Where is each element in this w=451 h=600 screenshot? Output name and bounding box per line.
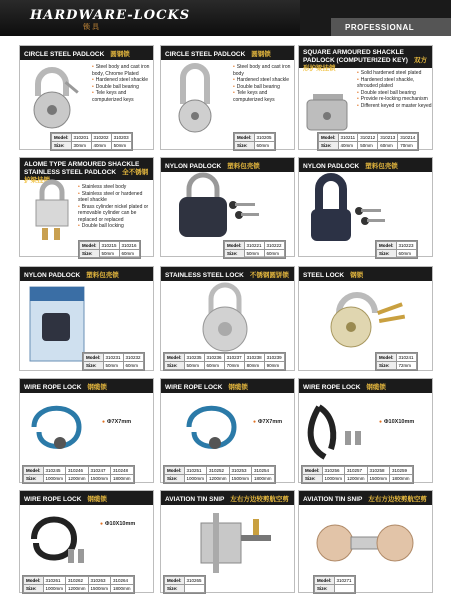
padlock-image <box>28 182 78 242</box>
product-card-circle-padlock-2[interactable] <box>160 45 295 150</box>
card-title: WIRE ROPE LOCK 钢缆锁 <box>20 379 153 393</box>
card-title: ALOME TYPE ARMOURED SHACKLE STAINLESS STEEL PADLOCK 全不锈钢护梁挂锁 <box>20 158 153 180</box>
card-title: SQUARE ARMOURED SHACKLE PADLOCK (COMPUTERIZED KEY) 双方形护梁挂锁 <box>299 46 432 68</box>
card-title: STEEL LOCK 钢锁 <box>299 267 432 281</box>
product-card-wire-rope-lock-1[interactable] <box>19 378 154 483</box>
cable-lock-image <box>24 507 94 573</box>
card-title: WIRE ROPE LOCK 钢缆锁 <box>299 379 432 393</box>
spec-table: Model: 310271 Size: <box>313 575 356 594</box>
cable-lock-image <box>24 397 94 463</box>
product-card-stainless-armoured[interactable] <box>19 157 154 257</box>
feature-list: • Solid hardened steel plated • Hardened steel shackle, shrouded plated • Double steel ball bearing • Provide re-locking mechanism • Different keyed or master keyed <box>357 70 433 109</box>
feature-list: • Stainless steel body • Stainless steel or hardened steel shackle • Brass cylinder nickel plated or removable cylinder can be replaced or replaced • Double ball locking <box>78 184 154 230</box>
padlock-image <box>303 72 353 132</box>
spec-table: Model: 310205 Size: 60mm <box>233 132 276 151</box>
card-title: NYLON PADLOCK 塑料包壳锁 <box>161 158 294 172</box>
spec-table: Model: 310251 310252 310253 310254 Size: 1000mm 1200mm 1500mm 1800mm <box>163 465 276 484</box>
product-card-wire-rope-lock-4[interactable] <box>19 490 154 593</box>
cable-diameter: ● Φ7X7mm <box>102 419 131 425</box>
page-title: HARDWARE-LOCKS <box>30 8 191 23</box>
feature-list: • Steel body and cast iron body, Chrome Plated • Hardened steel shackle • Double ball bearing • Tele keys and computerized keys <box>92 64 154 103</box>
spec-table: Model: 310235 310236 310237 310238 310239 Size: 50mm 60mm 70mm 80mm 90mm <box>163 352 286 371</box>
padlock-image <box>167 64 227 136</box>
header-tag: PROFESSIONAL <box>331 18 451 36</box>
page-subtitle: 锁 具 <box>83 24 99 31</box>
product-card-aviation-snip-1[interactable] <box>160 490 295 593</box>
cable-lock-image <box>305 397 375 463</box>
padlock-image <box>171 175 261 239</box>
blister-pack-image <box>28 285 88 365</box>
spec-table: Model: 310261 310262 310263 310264 Size: 1000mm 1200mm 1500mm 1800mm <box>22 575 135 594</box>
product-card-circle-padlock-1[interactable] <box>19 45 154 150</box>
spec-table: Model: 310215 310216 Size: 50mm 60mm <box>78 240 141 259</box>
product-card-wire-rope-lock-3[interactable] <box>298 378 433 483</box>
card-title: WIRE ROPE LOCK 钢缆锁 <box>20 491 153 505</box>
card-title: NYLON PADLOCK 塑料包壳锁 <box>299 158 432 172</box>
card-title: AVIATION TIN SNIP 左右方边较剪航空剪 <box>299 491 432 505</box>
spec-table: Model: 310221 310222 Size: 50mm 60mm <box>223 240 286 259</box>
card-title: STAINLESS STEEL LOCK 不锈钢圆饼锁 <box>161 267 294 281</box>
cable-diameter: ● Φ10X10mm <box>100 521 135 527</box>
product-card-wire-rope-lock-2[interactable] <box>160 378 295 483</box>
card-title: AVIATION TIN SNIP 左右方边较剪航空剪 <box>161 491 294 505</box>
cable-lock-image <box>179 397 249 463</box>
product-card-aviation-snip-2[interactable] <box>298 490 433 593</box>
spec-table: Model: 310265 Size: <box>163 575 206 594</box>
spec-table: Model: 310241 Size: 72mm <box>375 352 418 371</box>
spec-table: Model: 310245 310246 310247 310248 Size: 1000mm 1200mm 1500mm 1800mm <box>22 465 135 484</box>
spec-table: Model: 310211 310212 310213 310214 Size: 40mm 50mm 60mm 70mm <box>317 132 419 151</box>
card-title: CIRCLE STEEL PADLOCK 圆钢锁 <box>161 46 294 60</box>
spec-table: Model: 310256 310257 310258 310259 Size: 1000mm 1200mm 1500mm 1800mm <box>301 465 414 484</box>
page-header <box>0 0 451 36</box>
padlock-image <box>24 66 84 131</box>
product-card-stainless-steel-lock[interactable] <box>160 266 295 371</box>
card-title: NYLON PADLOCK 塑料包壳锁 <box>20 267 153 281</box>
cable-diameter: ● Φ10X10mm <box>379 419 414 425</box>
cable-diameter: ● Φ7X7mm <box>253 419 282 425</box>
product-card-steel-lock[interactable] <box>298 266 433 371</box>
disc-lock-image <box>191 283 261 353</box>
product-card-nylon-padlock-3[interactable] <box>19 266 154 371</box>
mortise-lock-image <box>191 509 281 575</box>
product-card-nylon-padlock-1[interactable] <box>160 157 295 257</box>
spec-table: Model: 310223 Size: 60mm <box>375 240 418 259</box>
card-title: WIRE ROPE LOCK 钢缆锁 <box>161 379 294 393</box>
steel-lock-image <box>309 283 419 353</box>
spec-table: Model: 310201 310202 310203 Size: 30mm 40mm 50mm <box>50 132 133 151</box>
knob-lock-image <box>311 509 421 575</box>
padlock-image <box>305 175 395 245</box>
feature-list: • Steel body and cast iron body • Hardened steel shackle • Double ball bearing • Tele keys and computerized keys <box>233 64 295 103</box>
spec-table: Model: 310231 310232 Size: 50mm 60mm <box>82 352 145 371</box>
product-card-nylon-padlock-2[interactable] <box>298 157 433 257</box>
card-title: CIRCLE STEEL PADLOCK 圆钢锁 <box>20 46 153 60</box>
product-card-square-armoured[interactable] <box>298 45 433 150</box>
